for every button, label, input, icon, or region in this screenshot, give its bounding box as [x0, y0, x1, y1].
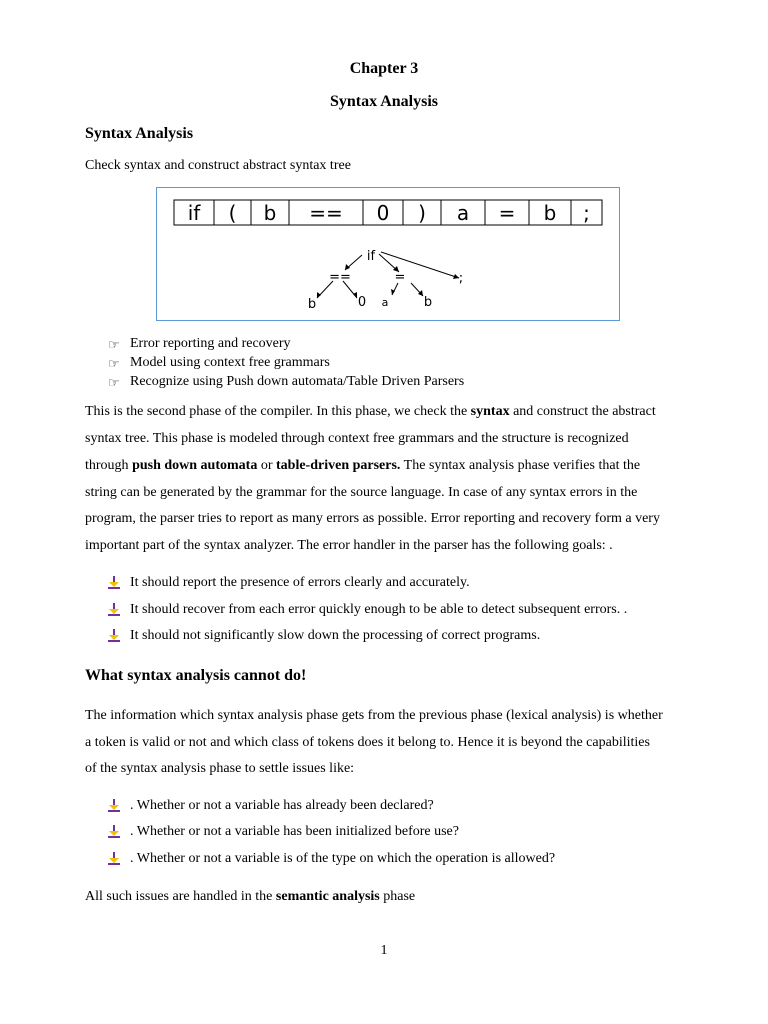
- page-title: Syntax Analysis: [329, 93, 439, 110]
- section-heading-what-cannot-do: What syntax analysis cannot do!: [85, 667, 307, 684]
- list-item: Error reporting and recovery: [130, 336, 291, 351]
- paragraph-line: important part of the syntax analyzer. The error handler in the parser has the following goals: .: [85, 538, 613, 553]
- tree-label-b-right: b: [423, 295, 433, 310]
- page-number: 1: [380, 943, 388, 958]
- paragraph-line: of the syntax analysis phase to settle issues like:: [85, 761, 355, 776]
- tree-label-zero: 0: [357, 295, 367, 310]
- token-cell: if: [187, 201, 201, 225]
- list-item: . Whether or not a variable has been initialized before use?: [130, 824, 459, 839]
- tree-label-b-left: b: [307, 297, 317, 312]
- token-cell: =: [498, 201, 516, 225]
- down-arrow-bullet-icon: [108, 576, 120, 594]
- token-cell: ==: [309, 201, 343, 225]
- pointing-hand-icon: ☞: [108, 375, 120, 390]
- down-arrow-bullet-icon: [108, 799, 120, 817]
- list-item: . Whether or not a variable is of the type on which the operation is allowed?: [130, 851, 556, 866]
- list-item: It should report the presence of errors clearly and accurately.: [130, 575, 470, 590]
- paragraph-line: This is the second phase of the compiler. In this phase, we check the syntax and construct the abstract: [85, 404, 656, 419]
- tree-label-eqeq: ==: [329, 270, 351, 285]
- paragraph-line: a token is valid or not and which class of tokens does it belong to. Hence it is beyond the capabilities: [85, 735, 650, 750]
- closing-line: All such issues are handled in the semantic analysis phase: [85, 889, 416, 904]
- token-cell: b: [543, 201, 557, 225]
- token-cell: b: [263, 201, 277, 225]
- tree-label-semicolon: ;: [458, 271, 464, 286]
- tree-label-if: if: [366, 249, 376, 264]
- pointing-hand-icon: ☞: [108, 356, 120, 371]
- tree-label-a: a: [381, 296, 389, 309]
- down-arrow-bullet-icon: [108, 603, 120, 621]
- list-item: It should recover from each error quickly enough to be able to detect subsequent errors. .: [130, 602, 628, 617]
- chapter-heading: Chapter 3: [349, 60, 419, 77]
- down-arrow-bullet-icon: [108, 825, 120, 843]
- list-item: It should not significantly slow down the processing of correct programs.: [130, 628, 541, 643]
- syntax-tree-figure: [156, 187, 620, 321]
- paragraph-line: through push down automata or table-driven parsers. The syntax analysis phase verifies that the: [85, 458, 641, 473]
- paragraph-line: The information which syntax analysis phase gets from the previous phase (lexical analysis) is whether: [85, 708, 663, 723]
- token-cell: a: [456, 201, 470, 225]
- section-intro: Check syntax and construct abstract syntax tree: [85, 158, 351, 173]
- token-cell: ;: [583, 201, 590, 225]
- list-item: Model using context free grammars: [130, 355, 330, 370]
- paragraph-line: string can be generated by the grammar for the source language. In case of any syntax errors in the: [85, 485, 638, 500]
- section-heading-syntax-analysis: Syntax Analysis: [85, 125, 194, 142]
- list-item: Recognize using Push down automata/Table Driven Parsers: [130, 374, 465, 389]
- token-cell: ): [418, 201, 426, 225]
- paragraph-line: syntax tree. This phase is modeled through context free grammars and the structure is recognized: [85, 431, 629, 446]
- list-item: . Whether or not a variable has already been declared?: [130, 798, 434, 813]
- paragraph-line: program, the parser tries to report as many errors as possible. Error reporting and recovery form a very: [85, 511, 660, 526]
- tree-label-assign: =: [394, 270, 406, 285]
- token-cell: (: [228, 201, 237, 225]
- syntax-tree-diagram: [157, 188, 619, 320]
- down-arrow-bullet-icon: [108, 852, 120, 870]
- pointing-hand-icon: ☞: [108, 337, 120, 352]
- down-arrow-bullet-icon: [108, 629, 120, 647]
- token-cell: 0: [376, 201, 390, 225]
